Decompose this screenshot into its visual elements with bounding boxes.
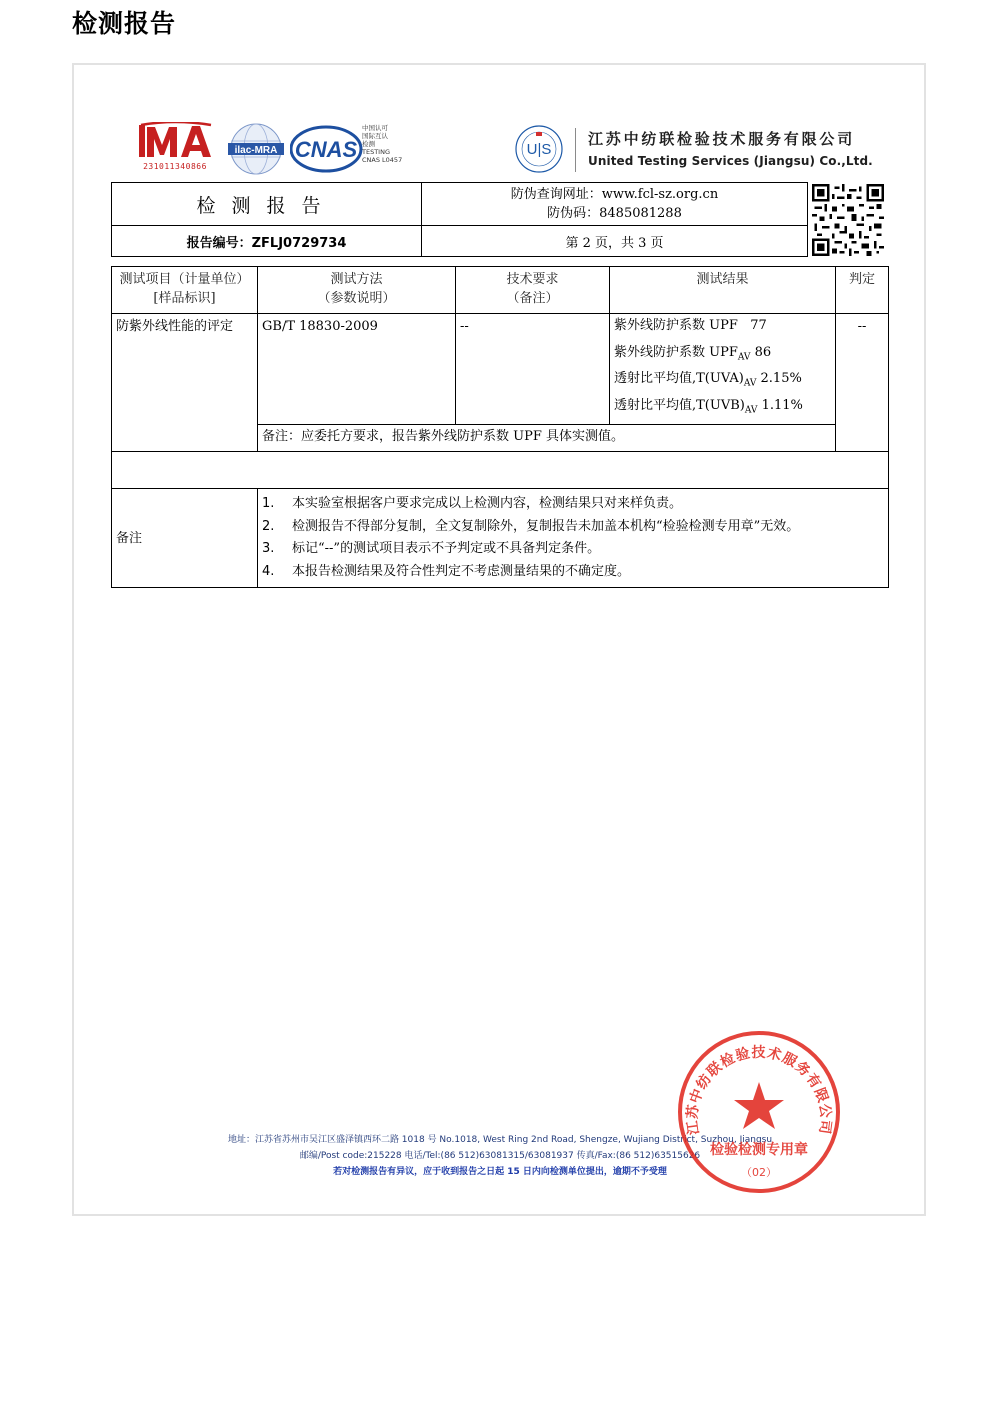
cma-code: 231011340866 <box>143 162 207 171</box>
report-number: 报告编号：ZFLJ0729734 <box>112 226 422 257</box>
ilac-mra-icon <box>228 123 284 175</box>
remark-number: 1. <box>262 496 275 512</box>
remark-text: 本报告检测结果及符合性判定不考虑测量结果的不确定度。 <box>292 563 631 579</box>
header-item-line: [样品标识] <box>153 291 216 306</box>
remark-item <box>262 538 884 561</box>
result-line <box>614 395 831 422</box>
seal-ring-text: 江苏中纺联检验技术服务有限公司 <box>684 1044 834 1136</box>
remark-number: 2. <box>262 518 275 534</box>
remarks-list <box>258 489 889 588</box>
footer-address: 地址：江苏省苏州市吴江区盛泽镇西环二路 1018 号 No.1018, West Ring 2nd Road, Shengze, Wujiang District, Suzhou, Jiangsu <box>227 1135 773 1145</box>
seal-center-text: 检验检测专用章 <box>710 1142 808 1158</box>
svg-text:U|S: U|S <box>526 141 552 158</box>
header-method-line: 测试方法 <box>330 272 383 287</box>
remarks-label: 备注 <box>112 489 258 588</box>
anti-fake-info <box>422 183 808 226</box>
footer-contact: 邮编/Post code:215228 电话/Tel:(86 512)63081315/63081937 传真/Fax:(86 512)63515626 <box>299 1151 701 1161</box>
remark-item <box>262 516 884 539</box>
remark-text: 本实验室根据客户要求完成以上检测内容，检测结果只对来样负责。 <box>292 496 683 512</box>
header-item-line: 测试项目（计量单位） <box>119 272 250 287</box>
logo-divider <box>575 128 576 172</box>
company-name-cn: 江苏中纺联检验技术服务有限公司 <box>588 130 856 148</box>
test-requirement: -- <box>456 314 610 425</box>
page-title: 检测报告 <box>72 9 177 38</box>
cnas-icon <box>290 124 366 174</box>
page-count: 第 2 页，共 3 页 <box>422 226 808 257</box>
uts-logo-icon <box>514 124 564 174</box>
cma-icon <box>137 122 213 160</box>
cnas-line: 检测 <box>362 140 375 148</box>
remark-item <box>262 561 884 584</box>
header-method-line: （参数说明） <box>317 291 396 306</box>
header-result: 测试结果 <box>610 267 836 314</box>
header-requirement-line: 技术要求 <box>506 272 559 287</box>
cnas-line: 中国认可 <box>362 124 388 132</box>
remark-number: 4. <box>262 563 275 579</box>
qr-code-icon <box>812 184 884 256</box>
header-requirement <box>456 267 610 314</box>
result-sub: AV <box>743 378 757 389</box>
company-name-en: United Testing Services (Jiangsu) Co.,Ltd. <box>588 154 873 168</box>
result-line <box>614 315 831 342</box>
remark-text: 标记“--”的测试项目表示不予判定或不具备判定条件。 <box>292 541 601 557</box>
test-results <box>610 314 836 425</box>
header-judgement: 判定 <box>836 267 889 314</box>
svg-text:CNAS: CNAS <box>294 137 358 162</box>
svg-text:ilac-MRA: ilac-MRA <box>234 145 278 156</box>
result-value: 2.15% <box>760 371 802 387</box>
test-method: GB/T 18830-2009 <box>258 314 456 425</box>
result-value: 1.11% <box>761 397 803 413</box>
cnas-line: 国际互认 <box>362 132 388 140</box>
test-item: 防紫外线性能的评定 <box>112 314 258 452</box>
result-line <box>614 368 831 395</box>
remark-item <box>262 493 884 516</box>
result-label: 透射比平均值,T(UVA) <box>614 371 744 387</box>
cnas-line: TESTING <box>362 148 390 156</box>
cnas-caption <box>362 124 418 164</box>
seal-code: （02） <box>741 1166 777 1179</box>
report-header-table <box>111 182 808 257</box>
result-sub: AV <box>737 352 751 363</box>
result-label: 透射比平均值,T(UVB) <box>614 397 745 413</box>
result-label: 紫外线防护系数 UPF <box>614 344 738 360</box>
test-judgement: -- <box>836 314 889 452</box>
result-sub: AV <box>744 405 758 416</box>
official-seal-icon <box>676 1030 842 1194</box>
header-item <box>112 267 258 314</box>
report-title: 检测报告 <box>112 183 422 226</box>
cnas-line: CNAS L0457 <box>362 156 403 164</box>
result-value: 86 <box>754 344 772 360</box>
result-value: 77 <box>750 318 767 333</box>
remark-number: 3. <box>262 541 275 557</box>
cma-logo <box>137 122 213 174</box>
test-results-table <box>111 266 889 588</box>
header-requirement-line: （备注） <box>506 291 559 306</box>
header-method <box>258 267 456 314</box>
test-note: 备注：应委托方要求，报告紫外线防护系数 UPF 具体实测值。 <box>258 425 836 452</box>
anti-fake-code: 防伪码：8485081288 <box>547 206 682 221</box>
blank-divider-line <box>440 451 560 452</box>
remark-text: 检测报告不得部分复制，全文复制除外，复制报告未加盖本机构“检验检测专用章”无效。 <box>292 518 800 534</box>
footer-warning: 若对检测报告有异议，应于收到报告之日起 15 日内向检测单位提出，逾期不予受理 <box>333 1167 667 1177</box>
anti-fake-url: 防伪查询网址：www.fcl-sz.org.cn <box>510 187 719 202</box>
blank-row <box>112 452 889 489</box>
result-label: 紫外线防护系数 UPF <box>614 318 738 333</box>
result-line <box>614 342 831 369</box>
